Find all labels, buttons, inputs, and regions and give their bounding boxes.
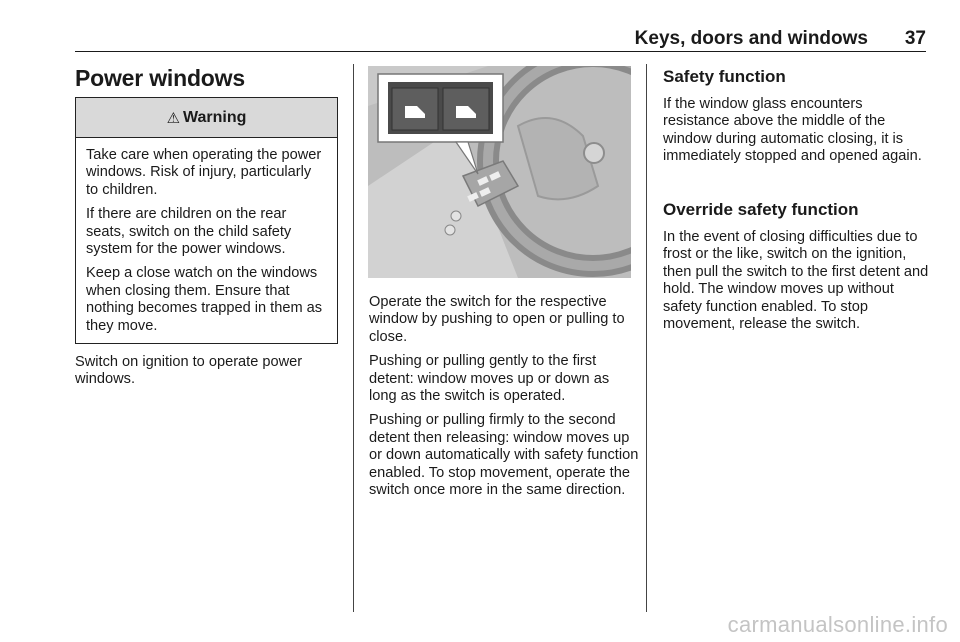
warning-header (76, 98, 337, 138)
safety-function-heading: Safety function (663, 67, 786, 86)
ignition-paragraph: Switch on ignition to operate power windows. (75, 354, 303, 388)
column-divider-2 (646, 64, 647, 612)
warning-box (75, 97, 338, 344)
column-divider-1 (353, 64, 354, 612)
operation-paragraph: Operate the switch for the respective window by pushing to open or pulling to close. (369, 294, 625, 345)
operation-paragraph: Pushing or pulling firmly to the second detent then releasing: window moves up or down automatically with safety function enabled. To stop movement, operate the switch once more in the same direction. (369, 412, 639, 499)
warning-body (76, 138, 337, 335)
column-1-text (75, 354, 343, 396)
door-panel-drawing (368, 66, 631, 278)
window-switch-illustration (368, 66, 631, 278)
section-title: Power windows (75, 65, 245, 91)
override-heading: Override safety function (663, 200, 859, 219)
warning-paragraph: Take care when operating the power windows. Risk of injury, particularly to children. (86, 147, 322, 198)
override-text (663, 229, 933, 340)
warning-paragraph: If there are children on the rear seats, switch on the child safety system for the power windows. (86, 206, 292, 258)
header-title: Keys, doors and windows (634, 28, 868, 49)
warning-label: Warning (183, 108, 247, 126)
override-paragraph: In the event of closing difficulties due to frost or the like, switch on the ignition, then pull the switch to the first detent and hold. The window moves up without safety function enabled. To stop movement, release the switch. (663, 229, 929, 333)
safety-function-text (663, 96, 931, 173)
watermark: carmanualsonline.info (727, 612, 948, 637)
page-number: 37 (904, 28, 926, 49)
warning-paragraph: Keep a close watch on the windows when closing them. Ensure that nothing becomes trapped in them as they move. (86, 265, 323, 334)
operation-paragraph: Pushing or pulling gently to the first detent: window moves up or down as long as the switch is operated. (369, 353, 610, 405)
safety-paragraph: If the window glass encounters resistance above the middle of the window during automatic closing, it is immediately stopped and opened again. (663, 96, 922, 165)
page-header (75, 28, 926, 52)
column-2-text (369, 294, 639, 506)
warning-triangle-icon: ⚠ (166, 109, 181, 127)
